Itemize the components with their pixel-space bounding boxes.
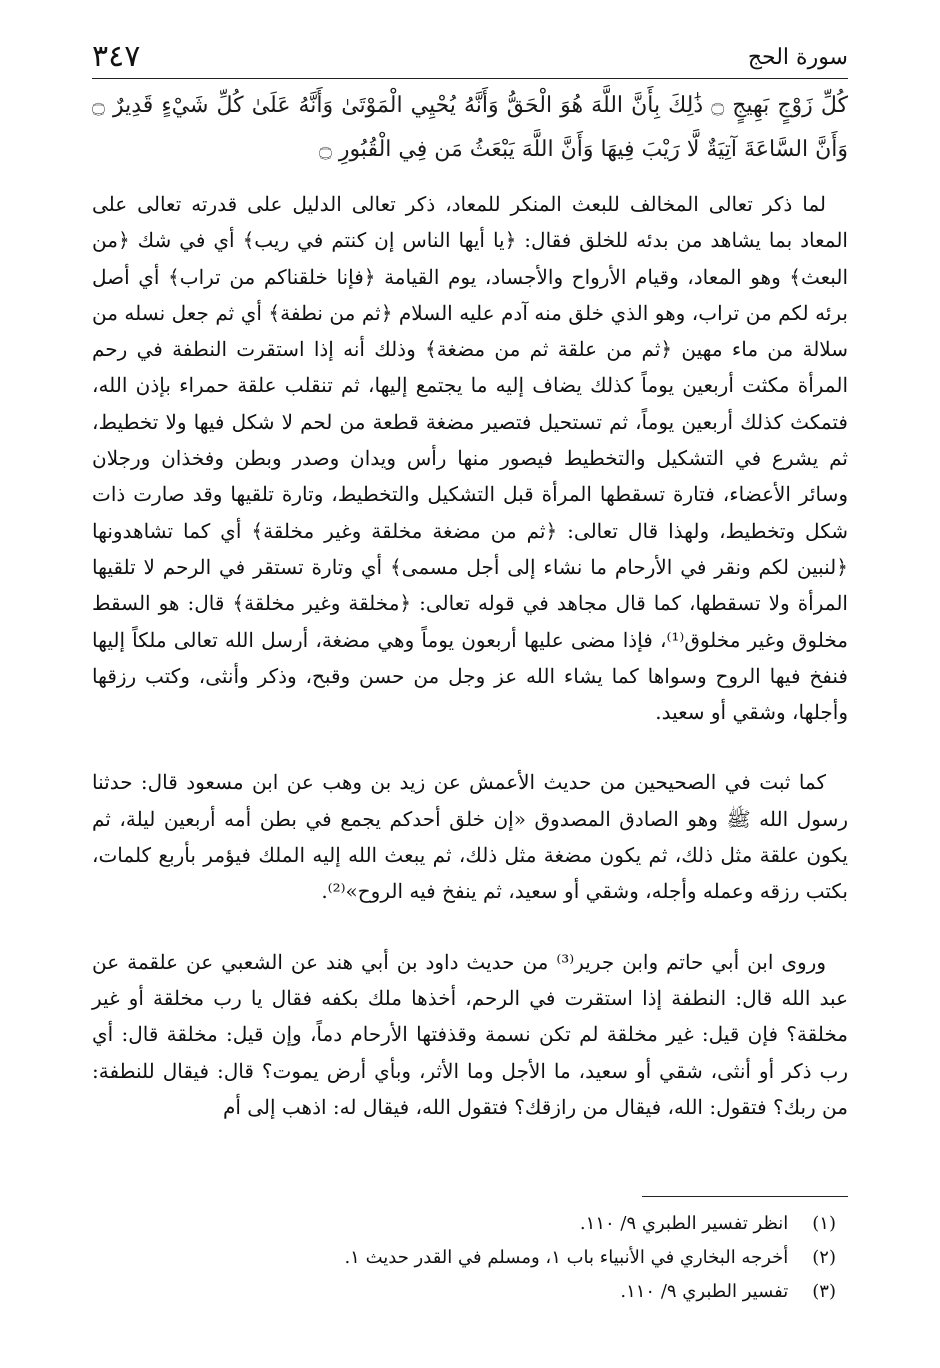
- footnote: [92, 1207, 848, 1241]
- page-header: [92, 38, 848, 79]
- paragraph: كما ثبت في الصحيحين من حديث الأعمش عن زيد بن وهب عن ابن مسعود قال: حدثنا رسول الله ﷺ وهو الصادق المصدوق «إن خلق أحدكم يجمع في بطن أمه أربعين ليلة، ثم يكون علقة مثل ذلك، ثم يكون مضغة مثل ذلك، ثم يبعث الله إليه الملك فيؤمر بأربع كلمات، بكتب رزقه وعمله وأجله، وشقي أو سعيد، ثم ينفخ فيه الروح»⁽²⁾.: [92, 770, 848, 904]
- quran-verse: كُلِّ زَوْجٍ بَهِيجٍ ۝ ذَٰلِكَ بِأَنَّ اللَّهَ هُوَ الْحَقُّ وَأَنَّهُ يُحْيِي الْمَوْتَىٰ وَأَنَّهُ عَلَىٰ كُلِّ شَيْءٍ قَدِيرٌ ۝ وَأَنَّ السَّاعَةَ آتِيَةٌ لَّا رَيْبَ فِيهَا وَأَنَّ اللَّهَ يَبْعَثُ مَن فِي الْقُبُورِ ۝: [92, 93, 849, 162]
- footnote-text: تفسير الطبري ٩/ ١١٠.: [620, 1281, 789, 1302]
- footnote: [92, 1275, 848, 1309]
- paragraph: وروى ابن أبي حاتم وابن جرير⁽³⁾ من حديث داود بن أبي هند عن الشعبي عن علقمة عن عبد الله قال: النطفة إذا استقرت في الرحم، أخذها ملك بكفه فقال يا رب مخلقة أو غير مخلقة؟ فإن قيل: غير مخلقة لم تكن نسمة وقذفتها الأرحام دماً، وإن قيل: مخلقة قال: أي رب ذكر أو أنثى، شقي أو سعيد، ما الأجل وما الأثر، وبأي أرض يموت؟ قال: فيقال للنطفة: من ربك؟ فتقول: الله، فيقال من رازقك؟ فتقول الله، فيقال له: اذهب إلى أم: [92, 949, 848, 1119]
- footnote-number: (٢): [812, 1247, 836, 1268]
- footnote-text: انظر تفسير الطبري ٩/ ١١٠.: [579, 1213, 789, 1234]
- footnote: [92, 1241, 848, 1275]
- footnote-number: (١): [812, 1213, 836, 1234]
- commentary-body: [92, 186, 848, 1125]
- page-number: ٣٤٧: [92, 39, 141, 74]
- surah-title: سورة الحج: [747, 45, 848, 70]
- footnote-text: أخرجه البخاري في الأنبياء باب ١، ومسلم في القدر حديث ١.: [344, 1247, 789, 1268]
- footnote-number: (٣): [812, 1281, 836, 1302]
- paragraph: لما ذكر تعالى المخالف للبعث المنكر للمعاد، ذكر تعالى الدليل على قدرته تعالى على المعاد بما يشاهد من بدئه للخلق فقال: ﴿يا أيها الناس إن كنتم في ريب﴾ أي في شك ﴿من البعث﴾ وهو المعاد، وقيام الأرواح والأجساد، يوم القيامة ﴿فإنا خلقناكم من تراب﴾ أي أصل برئه لكم من تراب، وهو الذي خلق منه آدم عليه السلام ﴿ثم من نطفة﴾ أي ثم جعل نسله من سلالة من ماء مهين ﴿ثم من علقة ثم من مضغة﴾ وذلك أنه إذا استقرت النطفة في رحم المرأة مكثت أربعين يوماً كذلك يضاف إليه ما يجتمع إليها، ثم تنقلب علقة حمراء بإذن الله، فتمكث كذلك أربعين يوماً، ثم تستحيل فتصير مضغة قطعة من لحم لا شكل فيها ولا تخطيط، ثم يشرع في التشكيل والتخطيط فيصور منها رأس ويدان وصدر وبطن وفخذان ورجلان وسائر الأعضاء، فتارة تسقطها المرأة قبل التشكيل والتخطيط، وتارة تلقيها وقد صارت ذات شكل وتخطيط، ولهذا قال تعالى: ﴿ثم من مضغة مخلقة وغير مخلقة﴾ أي كما تشاهدونها ﴿لنبين لكم ونقر في الأرحام ما نشاء إلى أجل مسمى﴾ أي وتارة تستقر في الرحم لا تلقيها المرأة ولا تسقطها، كما قال مجاهد في قوله تعالى: ﴿مخلقة وغير مخلقة﴾ قال: هو السقط مخلوق وغير مخلوق⁽¹⁾، فإذا مضى عليها أربعون يوماً وهي مضغة، أرسل الله تعالى ملكاً إليها فنفخ فيها الروح وسواها كما يشاء الله عز وجل من حسن وقبح، وذكر وأنثى، وكتب رزقها وأجلها، وشقي أو سعيد.: [92, 192, 849, 725]
- footnote-separator: [642, 1196, 848, 1197]
- footnotes: [92, 1207, 848, 1309]
